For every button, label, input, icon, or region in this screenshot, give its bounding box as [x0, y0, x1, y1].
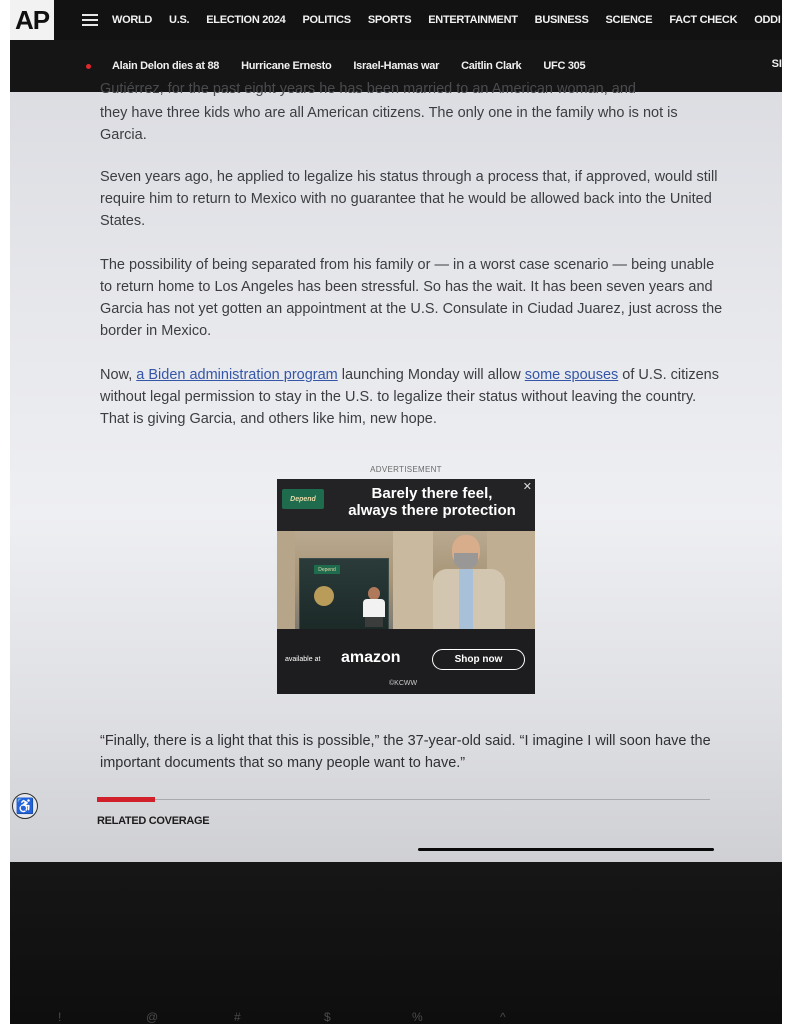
shop-now-button[interactable]: Shop now [432, 649, 525, 670]
menu-icon[interactable] [82, 14, 98, 26]
nav-item-election-2024[interactable]: ELECTION 2024 [206, 14, 286, 26]
article-body [10, 81, 782, 862]
depend-logo: Depend [282, 489, 324, 509]
keyboard-key[interactable]: ^ [500, 1010, 506, 1024]
nav-item-sports[interactable]: SPORTS [367, 14, 412, 26]
trending-item[interactable]: UFC 305 [543, 60, 586, 72]
section-divider [155, 799, 710, 800]
article-paragraph: “Finally, there is a light that this is possible,” the 37-year-old said. “I imagine I will soon have the important documents that so many people want to have.” [100, 733, 711, 771]
text-run: Now, [100, 367, 137, 383]
product-package [299, 558, 389, 632]
article-paragraph: Seven years ago, he applied to legalize his status through a process that, if approved, would still require him to return to Mexico with no guarantee that he would be allowed back into the United States. [100, 169, 718, 229]
trending-item[interactable]: Alain Delon dies at 88 [112, 60, 220, 72]
trending-dot-icon [86, 64, 91, 69]
nav-item-us[interactable]: U.S. [169, 14, 190, 26]
keyboard-key[interactable]: % [412, 1010, 423, 1024]
keyboard-key[interactable]: $ [324, 1010, 331, 1024]
package-model-figure [362, 587, 386, 633]
trending-overflow-text[interactable]: SI [771, 58, 782, 70]
nav-item-oddities[interactable]: ODDI [754, 14, 781, 26]
advertisement[interactable] [277, 479, 535, 694]
text-run: of U.S. citizens without legal permission to stay in the U.S. to legalize their status without leaving the country. That is giving Garcia, and others like him, new hope. [100, 367, 719, 427]
ad-photo [277, 531, 535, 629]
keyboard-key[interactable]: @ [146, 1010, 159, 1024]
keyboard-key[interactable]: # [234, 1010, 241, 1024]
some-spouses-link[interactable]: some spouses [524, 367, 619, 383]
keyboard-area [10, 862, 782, 1024]
advertisement-label: ADVERTISEMENT [370, 465, 442, 474]
nav-item-entertainment[interactable]: ENTERTAINMENT [428, 14, 518, 26]
ap-logo[interactable]: AP [10, 0, 54, 40]
nav-item-fact-check[interactable]: FACT CHECK [669, 14, 738, 26]
nav-item-science[interactable]: SCIENCE [605, 14, 653, 26]
ad-credit: ©KCWW [389, 680, 418, 687]
ad-model-figure [427, 533, 511, 629]
article-paragraph: The possibility of being separated from his family or — in a worst case scenario — being unable to return home to Los Angeles has been stressful. So has the wait. It has been seven years and Garcia has not yet gotten an appointment at the U.S. Consulate in Ciudad Juarez, just across the border in Mexico. [100, 257, 723, 339]
accessibility-icon[interactable]: ♿ [12, 793, 38, 819]
product-badge-icon [314, 586, 334, 606]
ad-header [277, 479, 535, 531]
article-paragraph: they have three kids who are all American citizens. The only one in the family who is not is Garcia. [100, 105, 678, 143]
section-divider-accent [97, 797, 155, 802]
home-indicator[interactable] [418, 848, 714, 851]
available-at-text: available at [285, 656, 321, 663]
ad-building [277, 531, 295, 629]
nav-item-politics[interactable]: POLITICS [302, 14, 351, 26]
ad-close-icon[interactable]: ✕ [522, 481, 532, 493]
keyboard-key[interactable]: ! [58, 1010, 62, 1024]
nav-item-business[interactable]: BUSINESS [534, 14, 589, 26]
phone-photo-frame [10, 0, 782, 1024]
article-paragraph-cut: Gutiérrez, for the past eight years he has been married to an American woman, and [100, 81, 636, 97]
ad-headline-line-2: always there protection [348, 502, 516, 519]
nav-item-world[interactable]: WORLD [112, 14, 153, 26]
text-run: launching Monday will allow [337, 367, 525, 383]
amazon-logo: amazon [341, 649, 401, 666]
product-label: Depend [314, 565, 340, 574]
trending-item[interactable]: Israel-Hamas war [353, 60, 440, 72]
trending-item[interactable]: Caitlin Clark [461, 60, 522, 72]
biden-program-link[interactable]: a Biden administration program [136, 367, 338, 383]
trending-items [112, 60, 585, 72]
ad-footer [277, 629, 535, 694]
top-navigation [10, 0, 782, 40]
ad-headline [332, 485, 532, 519]
ad-headline-line-1: Barely there feel, [371, 485, 493, 502]
nav-items [112, 14, 781, 26]
related-coverage-heading: RELATED COVERAGE [97, 815, 210, 827]
trending-item[interactable]: Hurricane Ernesto [241, 60, 332, 72]
article-paragraph-links [100, 364, 728, 430]
